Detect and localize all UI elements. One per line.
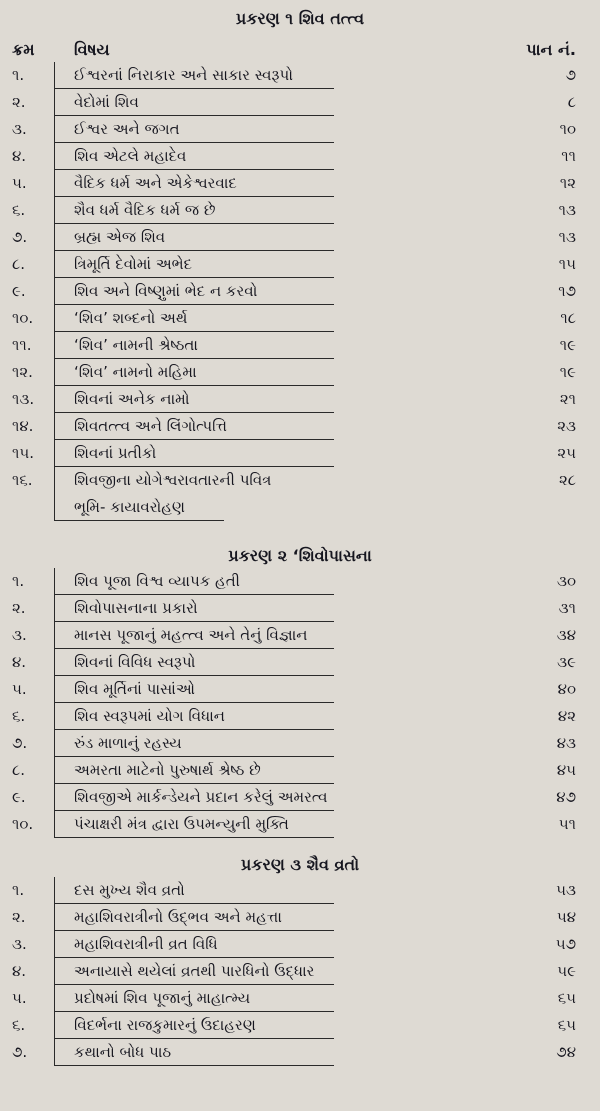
chapter-title bbox=[0, 852, 600, 878]
column-rule bbox=[54, 116, 55, 143]
entry-page-number: ૫૩ bbox=[556, 881, 576, 899]
entry-number: ૬. bbox=[12, 1016, 26, 1034]
column-rule bbox=[54, 1012, 55, 1039]
toc-entry bbox=[0, 931, 600, 958]
column-rule bbox=[54, 931, 55, 958]
entry-page-number: ૧૧ bbox=[561, 147, 576, 165]
column-header-number: ક્રમ bbox=[12, 40, 35, 59]
entry-page-number: ૩૯ bbox=[557, 653, 576, 671]
column-rule bbox=[54, 305, 55, 332]
entry-underline bbox=[54, 520, 224, 522]
column-rule bbox=[54, 622, 55, 649]
entry-number: ૫. bbox=[12, 989, 27, 1007]
chapter-title-text: પ્રકરણ ૧ શિવ તત્ત્વ bbox=[235, 9, 365, 28]
toc-entry bbox=[0, 89, 600, 116]
entry-page-number: ૫૪ bbox=[556, 908, 576, 926]
column-rule bbox=[54, 595, 55, 622]
entry-title: શિવ અને વિષ્ણુમાં ભેદ ન કરવો bbox=[74, 282, 258, 300]
chapter-title-text: પ્રકરણ ૩ શૈવ વ્રતો bbox=[240, 855, 360, 874]
toc-entry bbox=[0, 359, 600, 386]
toc-entry bbox=[0, 467, 600, 521]
entry-page-number: ૪૫ bbox=[556, 761, 576, 779]
entry-title: શિવ મૂર્તિનાં પાસાંઓ bbox=[74, 680, 195, 698]
entry-title: ત્રિમૂર્તિ દેવોમાં અભેદ bbox=[74, 255, 193, 273]
entry-number: ૫. bbox=[12, 174, 27, 192]
column-rule bbox=[54, 784, 55, 811]
entry-page-number: ૮ bbox=[567, 93, 576, 111]
column-rule bbox=[54, 278, 55, 305]
entry-title: શૈવ ધર્મ વૈદિક ધર્મ જ છે bbox=[74, 201, 216, 219]
entry-title: શિવ પૂજા વિશ્વ વ્યાપક હતી bbox=[74, 572, 240, 590]
entry-title: વિદર્ભના રાજકુમારનું ઉદાહરણ bbox=[74, 1016, 256, 1034]
column-rule bbox=[54, 89, 55, 116]
entry-number: ૨. bbox=[12, 908, 26, 926]
column-rule bbox=[54, 143, 55, 170]
toc-entry bbox=[0, 143, 600, 170]
toc-entry bbox=[0, 676, 600, 703]
entry-number: ૯. bbox=[12, 282, 26, 300]
entry-page-number: ૭૪ bbox=[556, 1043, 576, 1061]
entry-title: શિવજીએ માર્કન્ડેયને પ્રદાન કરેલું અમરત્વ bbox=[74, 788, 328, 806]
column-rule bbox=[54, 904, 55, 931]
toc-entry bbox=[0, 170, 600, 197]
column-rule bbox=[54, 985, 55, 1012]
entry-page-number: ૧૩ bbox=[558, 201, 576, 219]
entry-number: ૩. bbox=[12, 626, 27, 644]
toc-entry bbox=[0, 224, 600, 251]
entry-title-continued: ભૂમિ- કાયાવરોહણ bbox=[74, 498, 185, 516]
entry-title: ‘શિવ’ શબ્દનો અર્થ bbox=[74, 309, 188, 327]
entry-title: શિવ સ્વરૂપમાં યોગ વિધાન bbox=[74, 707, 225, 725]
entry-number: ૭. bbox=[12, 1043, 28, 1061]
entry-number: ૪. bbox=[12, 962, 27, 980]
toc-entry bbox=[0, 197, 600, 224]
column-rule bbox=[54, 413, 55, 440]
entry-title: કથાનો બોધ પાઠ bbox=[74, 1043, 172, 1061]
column-rule bbox=[54, 170, 55, 197]
entry-underline bbox=[54, 1065, 334, 1067]
column-header-subject: વિષય bbox=[74, 40, 110, 59]
column-rule bbox=[54, 568, 55, 595]
toc-entry bbox=[0, 1039, 600, 1066]
entry-number: ૧૩. bbox=[12, 390, 35, 408]
entry-page-number: ૩૧ bbox=[558, 599, 576, 617]
entry-page-number: ૧૦ bbox=[559, 120, 576, 138]
entry-page-number: ૫૯ bbox=[557, 962, 576, 980]
entry-page-number: ૬૫ bbox=[557, 1016, 576, 1034]
toc-entry bbox=[0, 958, 600, 985]
toc-entry bbox=[0, 811, 600, 838]
entry-title: શિવનાં વિવિધ સ્વરૂપો bbox=[74, 653, 196, 671]
entry-page-number: ૨૩ bbox=[557, 417, 576, 435]
entry-title: દસ મુખ્ય શૈવ વ્રતો bbox=[74, 881, 185, 899]
entry-number: ૫. bbox=[12, 680, 27, 698]
entry-number: ૧૦. bbox=[12, 815, 34, 833]
column-rule bbox=[54, 359, 55, 386]
entry-title: વેદોમાં શિવ bbox=[74, 93, 139, 111]
entry-title: ઈશ્વર અને જગત bbox=[74, 120, 180, 138]
column-rule bbox=[54, 197, 55, 224]
entry-underline bbox=[54, 837, 334, 839]
toc-entry bbox=[0, 595, 600, 622]
column-rule bbox=[54, 730, 55, 757]
toc-entry bbox=[0, 1012, 600, 1039]
entry-page-number: ૧૫ bbox=[558, 255, 576, 273]
entry-number: ૧. bbox=[12, 881, 25, 899]
entry-page-number: ૧૯ bbox=[559, 363, 576, 381]
entry-title: શિવનાં પ્રતીકો bbox=[74, 444, 157, 462]
toc-entry bbox=[0, 703, 600, 730]
entry-number: ૭. bbox=[12, 734, 28, 752]
entry-title: અમરતા માટેનો પુરુષાર્થ શ્રેષ્ઠ છે bbox=[74, 761, 261, 779]
entry-title: ઈશ્વરનાં નિરાકાર અને સાકાર સ્વરૂપો bbox=[74, 66, 293, 84]
entry-page-number: ૪૨ bbox=[557, 707, 576, 725]
toc-entry bbox=[0, 985, 600, 1012]
chapter-title bbox=[0, 6, 600, 32]
entry-title: ‘શિવ’ નામનો મહિમા bbox=[74, 363, 197, 381]
column-rule bbox=[54, 386, 55, 413]
column-rule bbox=[54, 251, 55, 278]
entry-title: મહાશિવરાત્રીની વ્રત વિધિ bbox=[74, 935, 218, 953]
entry-title: બ્રહ્મ એજ શિવ bbox=[74, 228, 166, 246]
entry-title: ‘શિવ’ નામની શ્રેષ્ઠતા bbox=[74, 336, 198, 354]
toc-entry bbox=[0, 386, 600, 413]
chapter-title-text: પ્રકરણ ૨ ‘શિવોપાસના bbox=[228, 546, 372, 565]
entry-page-number: ૪૩ bbox=[556, 734, 576, 752]
entry-number: ૮. bbox=[12, 255, 26, 273]
toc-entry bbox=[0, 413, 600, 440]
entry-page-number: ૨૧ bbox=[559, 390, 576, 408]
toc-entry bbox=[0, 904, 600, 931]
column-rule bbox=[54, 467, 55, 521]
entry-page-number: ૧૭ bbox=[558, 282, 576, 300]
toc-entry bbox=[0, 251, 600, 278]
column-rule bbox=[54, 811, 55, 838]
entry-title: શિવનાં અનેક નામો bbox=[74, 390, 190, 408]
entry-number: ૧૧. bbox=[12, 336, 32, 354]
entry-number: ૯. bbox=[12, 788, 26, 806]
entry-number: ૭. bbox=[12, 228, 28, 246]
entry-page-number: ૨૫ bbox=[557, 444, 576, 462]
toc-entry bbox=[0, 116, 600, 143]
toc-entry bbox=[0, 877, 600, 904]
entry-page-number: ૫૧ bbox=[558, 815, 576, 833]
column-rule bbox=[54, 62, 55, 89]
column-rule bbox=[54, 332, 55, 359]
entry-page-number: ૪૭ bbox=[556, 788, 576, 806]
toc-entry bbox=[0, 757, 600, 784]
toc-entry bbox=[0, 730, 600, 757]
entry-number: ૩. bbox=[12, 935, 27, 953]
entry-title: પ્રદોષમાં શિવ પૂજાનું માહાત્મ્ય bbox=[74, 989, 251, 1007]
entry-number: ૧૦. bbox=[12, 309, 34, 327]
column-rule bbox=[54, 649, 55, 676]
entry-page-number: ૪૦ bbox=[557, 680, 576, 698]
toc-entry bbox=[0, 305, 600, 332]
column-rule bbox=[54, 703, 55, 730]
entry-title: વૈદિક ધર્મ અને એકેશ્વરવાદ bbox=[74, 174, 237, 192]
column-rule bbox=[54, 224, 55, 251]
entry-page-number: ૭ bbox=[565, 66, 576, 84]
entry-number: ૨. bbox=[12, 599, 26, 617]
entry-page-number: ૫૭ bbox=[555, 935, 576, 953]
column-rule bbox=[54, 676, 55, 703]
toc-entry bbox=[0, 568, 600, 595]
entry-page-number: ૨૮ bbox=[558, 471, 576, 489]
entry-page-number: ૧૨ bbox=[559, 174, 576, 192]
entry-title: રુંડ માળાનું રહસ્ય bbox=[74, 734, 182, 752]
entry-number: ૬. bbox=[12, 707, 26, 725]
entry-number: ૨. bbox=[12, 93, 26, 111]
entry-title: શિવ એટલે મહાદેવ bbox=[74, 147, 187, 165]
entry-number: ૧૬. bbox=[12, 471, 33, 489]
entry-number: ૪. bbox=[12, 653, 27, 671]
entry-title: મહાશિવરાત્રીનો ઉદ્ભવ અને મહત્તા bbox=[74, 908, 282, 926]
entry-title: શિવજીના યોગેશ્વરાવતારની પવિત્ર bbox=[74, 471, 272, 489]
entry-number: ૧. bbox=[12, 66, 25, 84]
toc-entry bbox=[0, 649, 600, 676]
toc-entry bbox=[0, 440, 600, 467]
entry-page-number: ૧૮ bbox=[560, 309, 576, 327]
entry-page-number: ૩૪ bbox=[556, 626, 576, 644]
column-rule bbox=[54, 1039, 55, 1066]
column-rule bbox=[54, 877, 55, 904]
entry-number: ૧૪. bbox=[12, 417, 34, 435]
entry-number: ૪. bbox=[12, 147, 27, 165]
toc-entry bbox=[0, 332, 600, 359]
entry-number: ૮. bbox=[12, 761, 26, 779]
toc-entry bbox=[0, 62, 600, 89]
entry-title: શિવોપાસનાના પ્રકારો bbox=[74, 599, 198, 617]
entry-number: ૬. bbox=[12, 201, 26, 219]
entry-title: શિવતત્ત્વ અને લિંગોત્પત્તિ bbox=[74, 417, 227, 435]
entry-number: ૧૨. bbox=[12, 363, 33, 381]
entry-page-number: ૬૫ bbox=[557, 989, 576, 1007]
entry-page-number: ૧૩ bbox=[558, 228, 576, 246]
entry-number: ૧. bbox=[12, 572, 25, 590]
entry-number: ૩. bbox=[12, 120, 27, 138]
entry-number: ૧૫. bbox=[12, 444, 34, 462]
entry-page-number: ૧૯ bbox=[559, 336, 576, 354]
entry-page-number: ૩૦ bbox=[556, 572, 576, 590]
column-rule bbox=[54, 757, 55, 784]
entry-title: માનસ પૂજાનું મહત્ત્વ અને તેનું વિજ્ઞાન bbox=[74, 626, 308, 644]
column-header-page: પાન નં. bbox=[526, 40, 576, 59]
toc-entry bbox=[0, 278, 600, 305]
toc-entry bbox=[0, 622, 600, 649]
toc-entry bbox=[0, 784, 600, 811]
entry-title: અનાયાસે થયેલાં વ્રતથી પારધિનો ઉદ્ધાર bbox=[74, 962, 315, 980]
chapter-title bbox=[0, 543, 600, 569]
column-rule bbox=[54, 440, 55, 467]
column-rule bbox=[54, 958, 55, 985]
entry-title: પંચાક્ષરી મંત્ર દ્વારા ઉપમન્યુની મુક્તિ bbox=[74, 815, 289, 833]
